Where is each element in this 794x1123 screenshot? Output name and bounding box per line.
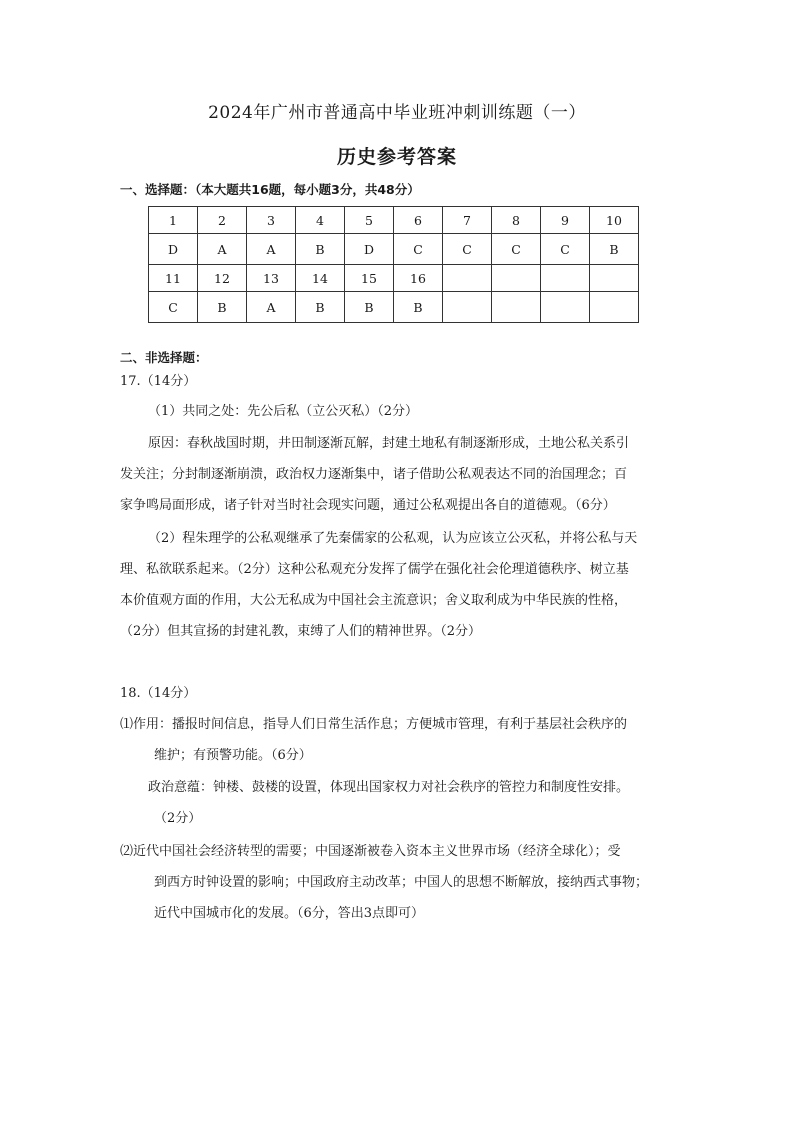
table-cell: B <box>345 292 394 323</box>
table-cell: B <box>590 234 639 265</box>
section2-heading: 二、非选择题： <box>120 350 208 365</box>
table-cell: C <box>443 234 492 265</box>
q17-line-8: （2分）但其宣扬的封建礼教，束缚了人们的精神世界。（2分） <box>120 624 482 639</box>
table-cell: D <box>149 234 198 265</box>
table-cell: B <box>296 292 345 323</box>
table-cell: 2 <box>198 207 247 234</box>
table-cell: C <box>394 234 443 265</box>
table-cell: 15 <box>345 265 394 292</box>
q17-line-5: （2）程朱理学的公私观继承了先秦儒家的公私观，认为应该立公灭私，并将公私与天 <box>148 531 638 546</box>
table-cell <box>492 292 541 323</box>
table-cell: B <box>296 234 345 265</box>
table-cell <box>541 265 590 292</box>
table-cell: B <box>198 292 247 323</box>
table-cell: C <box>492 234 541 265</box>
q18-line-1: ⑴作用：播报时间信息，指导人们日常生活作息；方便城市管理，有利于基层社会秩序的 <box>120 717 628 732</box>
table-cell: 4 <box>296 207 345 234</box>
q18-line-6: 到西方时钟设置的影响；中国政府主动改革；中国人的思想不断解放，接纳西式事物； <box>154 875 649 890</box>
table-cell: C <box>149 292 198 323</box>
table-cell: 16 <box>394 265 443 292</box>
table-row <box>149 265 639 292</box>
q18-heading: 18.（14分） <box>120 686 197 701</box>
q17-line-3: 发关注；分封制逐渐崩溃，政治权力逐渐集中，诸子借助公私观表达不同的治国理念；百 <box>120 467 628 482</box>
table-cell: 8 <box>492 207 541 234</box>
table-cell <box>590 292 639 323</box>
table-row <box>149 207 639 234</box>
table-cell: 12 <box>198 265 247 292</box>
table-cell: A <box>247 292 296 323</box>
q17-heading: 17.（14分） <box>120 374 197 389</box>
table-cell: 13 <box>247 265 296 292</box>
table-cell: D <box>345 234 394 265</box>
table-cell <box>541 292 590 323</box>
table-cell: A <box>247 234 296 265</box>
q17-line-4: 家争鸣局面形成，诸子针对当时社会现实问题，通过公私观提出各自的道德观。（6分） <box>120 498 616 513</box>
section1-heading: 一、选择题：（本大题共16题，每小题3分，共48分） <box>120 182 420 197</box>
table-cell <box>443 292 492 323</box>
table-row <box>149 234 639 265</box>
table-cell <box>590 265 639 292</box>
page-subtitle: 历史参考答案 <box>336 146 457 168</box>
table-cell: C <box>541 234 590 265</box>
table-cell <box>443 265 492 292</box>
table-cell: 10 <box>590 207 639 234</box>
table-cell: B <box>394 292 443 323</box>
q17-line-7: 本价值观方面的作用，大公无私成为中国社会主流意识；舍义取利成为中华民族的性格， <box>120 593 628 608</box>
table-cell: 6 <box>394 207 443 234</box>
q18-line-3: 政治意蕴：钟楼、鼓楼的设置，体现出国家权力对社会秩序的管控力和制度性安排。 <box>148 780 630 795</box>
q17-line-6: 理、私欲联系起来。（2分）这种公私观充分发挥了儒学在强化社会伦理道德秩序、树立基 <box>120 562 629 577</box>
q18-line-4: （2分） <box>154 811 202 826</box>
table-cell: 9 <box>541 207 590 234</box>
table-row <box>149 292 639 323</box>
q17-line-1: （1）共同之处：先公后私（立公灭私）（2分） <box>148 404 419 419</box>
table-cell <box>492 265 541 292</box>
choice-answer-table <box>148 206 639 323</box>
q17-line-2: 原因：春秋战国时期，井田制逐渐瓦解，封建土地私有制逐渐形成，土地公私关系引 <box>148 436 630 451</box>
table-cell: A <box>198 234 247 265</box>
q18-line-2: 维护；有预警功能。（6分） <box>154 748 312 763</box>
q18-line-7: 近代中国城市化的发展。（6分，答出3点即可） <box>154 906 425 921</box>
table-cell: 1 <box>149 207 198 234</box>
table-cell: 14 <box>296 265 345 292</box>
page-title: 2024年广州市普通高中毕业班冲刺训练题（一） <box>208 103 586 123</box>
q18-line-5: ⑵近代中国社会经济转型的需要；中国逐渐被卷入资本主义世界市场（经济全球化）；受 <box>120 844 621 859</box>
table-cell: 7 <box>443 207 492 234</box>
table-cell: 5 <box>345 207 394 234</box>
table-cell: 3 <box>247 207 296 234</box>
table-cell: 11 <box>149 265 198 292</box>
